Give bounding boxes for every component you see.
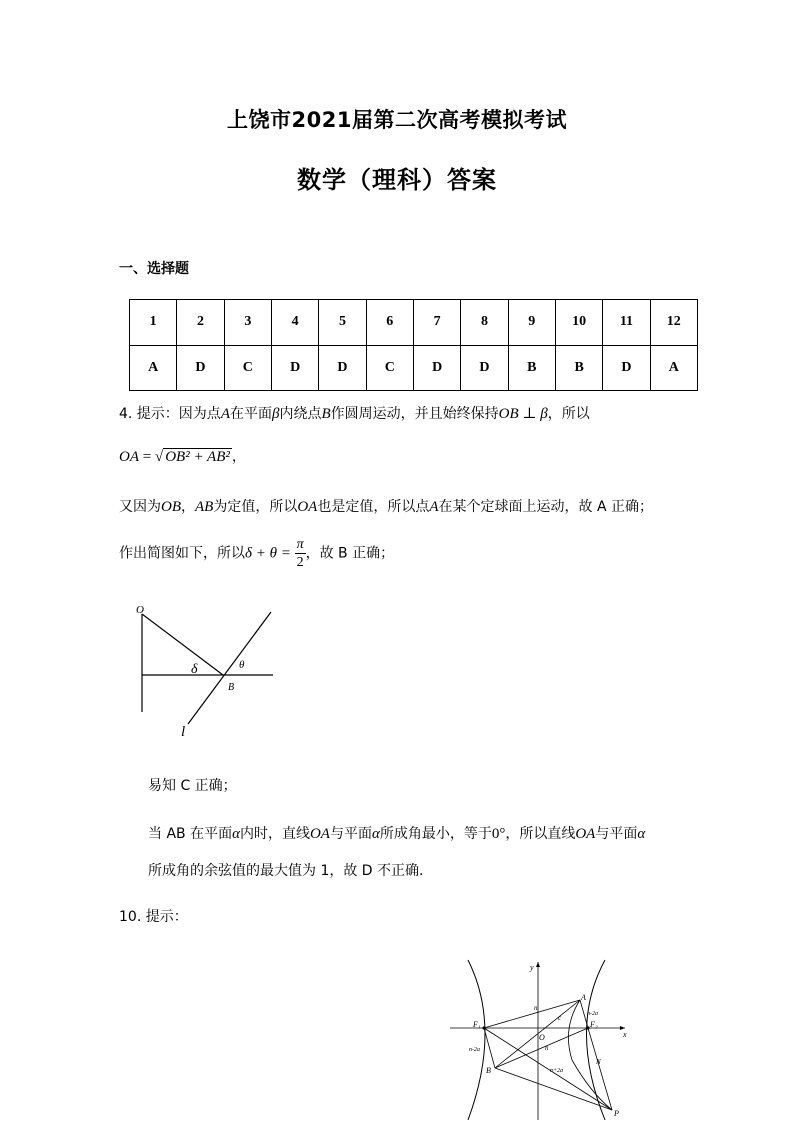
answer-table-number-cell: 9	[508, 300, 555, 346]
label-l: l	[181, 724, 186, 740]
answer-table-number-cell: 1	[130, 300, 177, 346]
text: 作圆周运动，并且始终保持	[330, 406, 499, 422]
answer-table-answer-cell: A	[650, 345, 697, 391]
text: 在平面	[229, 406, 272, 422]
hyperbola-left-branch	[468, 960, 485, 1120]
hint10-label: 10. 提示：	[119, 909, 188, 925]
answer-table-answer-cell: D	[319, 345, 366, 391]
hint4-paragraph-2	[119, 496, 653, 516]
fraction-numerator: π	[296, 537, 304, 552]
text: ，所以	[547, 406, 590, 422]
answer-table-number-cell: 12	[650, 300, 697, 346]
label-O: O	[136, 604, 144, 616]
answer-table-answer-row	[130, 345, 698, 391]
segment-F1-P	[484, 1028, 612, 1110]
text: 与平面	[595, 826, 638, 842]
math-expr: δ + θ =	[245, 545, 295, 562]
label-F2: F₂	[590, 1020, 598, 1029]
answer-table-number-cell: 7	[413, 300, 460, 346]
hyperbola-right-branch	[587, 960, 606, 1120]
answer-table-answer-cell: D	[271, 345, 318, 391]
hint4-paragraph-4: 易知 C 正确；	[148, 778, 237, 794]
line-OB	[142, 614, 223, 675]
answer-table-number-cell: 11	[603, 300, 650, 346]
answer-table	[129, 299, 698, 391]
answer-table-answer-cell: B	[508, 345, 555, 391]
text: 所成角最小，等于	[379, 826, 492, 842]
label-B: B	[486, 1066, 491, 1075]
answer-table-number-cell: 10	[555, 300, 602, 346]
math-var: OA	[309, 826, 330, 842]
answer-table-answer-cell: D	[603, 345, 650, 391]
text: 4. 提示：因为点	[119, 406, 221, 422]
section-heading-choice: 一、选择题	[119, 261, 189, 277]
label-x: x	[623, 1030, 627, 1039]
text: ，	[181, 499, 195, 515]
line-l	[188, 612, 271, 724]
label-n-minus-2a-right: n-2a	[587, 1011, 598, 1017]
math-var: α	[637, 826, 646, 842]
math-var: OA	[297, 499, 318, 515]
segment-F2-P	[588, 1028, 612, 1110]
text: 又因为	[119, 499, 161, 515]
text: 为定值，所以	[213, 499, 298, 515]
math-var: OA	[119, 449, 139, 465]
label-n-lower: n	[545, 1044, 549, 1052]
answer-table-number-cell: 6	[366, 300, 413, 346]
answer-table-answer-cell: C	[224, 345, 271, 391]
text: 也是定值，所以点	[317, 499, 430, 515]
label-n-upper: n	[534, 1004, 538, 1012]
math-fraction	[295, 536, 306, 571]
point-F1	[482, 1026, 485, 1029]
math-var: β	[271, 406, 280, 422]
fraction-denominator: 2	[296, 555, 304, 570]
answer-table-number-cell: 4	[271, 300, 318, 346]
answer-table-answer-cell: D	[413, 345, 460, 391]
figure-hyperbola-diagram	[440, 952, 640, 1122]
segment-F1-A	[484, 1000, 580, 1028]
text: 内时，直线	[239, 826, 310, 842]
hint4-formula: OA = √ OB² + AB² ，	[119, 449, 246, 465]
math-var: α	[232, 826, 240, 842]
figure-angle-diagram	[125, 600, 285, 740]
math-var: OB	[498, 406, 519, 422]
math-op: ⊥	[518, 406, 541, 422]
math-var: A	[220, 406, 230, 422]
text: ，所以直线	[505, 826, 576, 842]
text: ，	[231, 449, 246, 465]
segment-A-B	[495, 1000, 580, 1068]
label-B: B	[228, 682, 235, 693]
hint4-paragraph-5	[148, 823, 645, 843]
hint4-paragraph-1	[119, 403, 590, 423]
answer-table-number-cell: 2	[177, 300, 224, 346]
label-O: O	[539, 1033, 545, 1042]
label-c: c	[558, 1014, 562, 1022]
label-F1: F₁	[473, 1020, 481, 1029]
answer-table-number-cell: 8	[461, 300, 508, 346]
math-op: =	[139, 449, 155, 465]
hint4-paragraph-3	[119, 536, 394, 571]
math-var: B	[321, 406, 331, 422]
text: ，故 B 正确；	[305, 545, 395, 562]
math-sqrt-radicand: OB² + AB²	[165, 449, 230, 465]
math-var: β	[540, 406, 548, 422]
math-value: 0°	[491, 826, 506, 842]
text: 作出简图如下，所以	[119, 545, 245, 562]
answer-table-answer-cell: D	[461, 345, 508, 391]
document-title: 上饶市2021届第二次高考模拟考试	[227, 108, 567, 132]
text: 内绕点	[279, 406, 322, 422]
label-n-minus-2a-left: n-2a	[469, 1047, 480, 1053]
label-A: A	[581, 993, 586, 1002]
answer-table-number-row	[130, 300, 698, 346]
y-axis-arrow	[536, 962, 540, 967]
math-var: OB	[161, 499, 181, 515]
label-y: y	[530, 963, 534, 972]
label-N: N	[596, 1058, 601, 1066]
answer-table-answer-cell: C	[366, 345, 413, 391]
answer-table-number-cell: 5	[319, 300, 366, 346]
math-var: A	[429, 499, 439, 515]
answer-table-answer-cell: B	[555, 345, 602, 391]
text: 当 AB 在平面	[148, 826, 233, 842]
text: 与平面	[329, 826, 372, 842]
math-var: α	[371, 826, 380, 842]
document-subtitle: 数学（理科）答案	[297, 166, 497, 194]
label-delta: δ	[191, 662, 198, 677]
text: 在某个定球面上运动，故 A 正确；	[438, 499, 653, 515]
label-theta: θ	[239, 659, 245, 671]
answer-table-answer-cell: A	[130, 345, 177, 391]
math-var: OA	[575, 826, 596, 842]
math-var: AB	[195, 499, 214, 515]
hint4-paragraph-6: 所成角的余弦值的最大值为 1，故 D 不正确.	[148, 863, 424, 879]
answer-table-number-cell: 3	[224, 300, 271, 346]
label-n-plus-2a: n+2a	[550, 1068, 564, 1074]
label-P: P	[614, 1109, 619, 1118]
answer-table-answer-cell: D	[177, 345, 224, 391]
